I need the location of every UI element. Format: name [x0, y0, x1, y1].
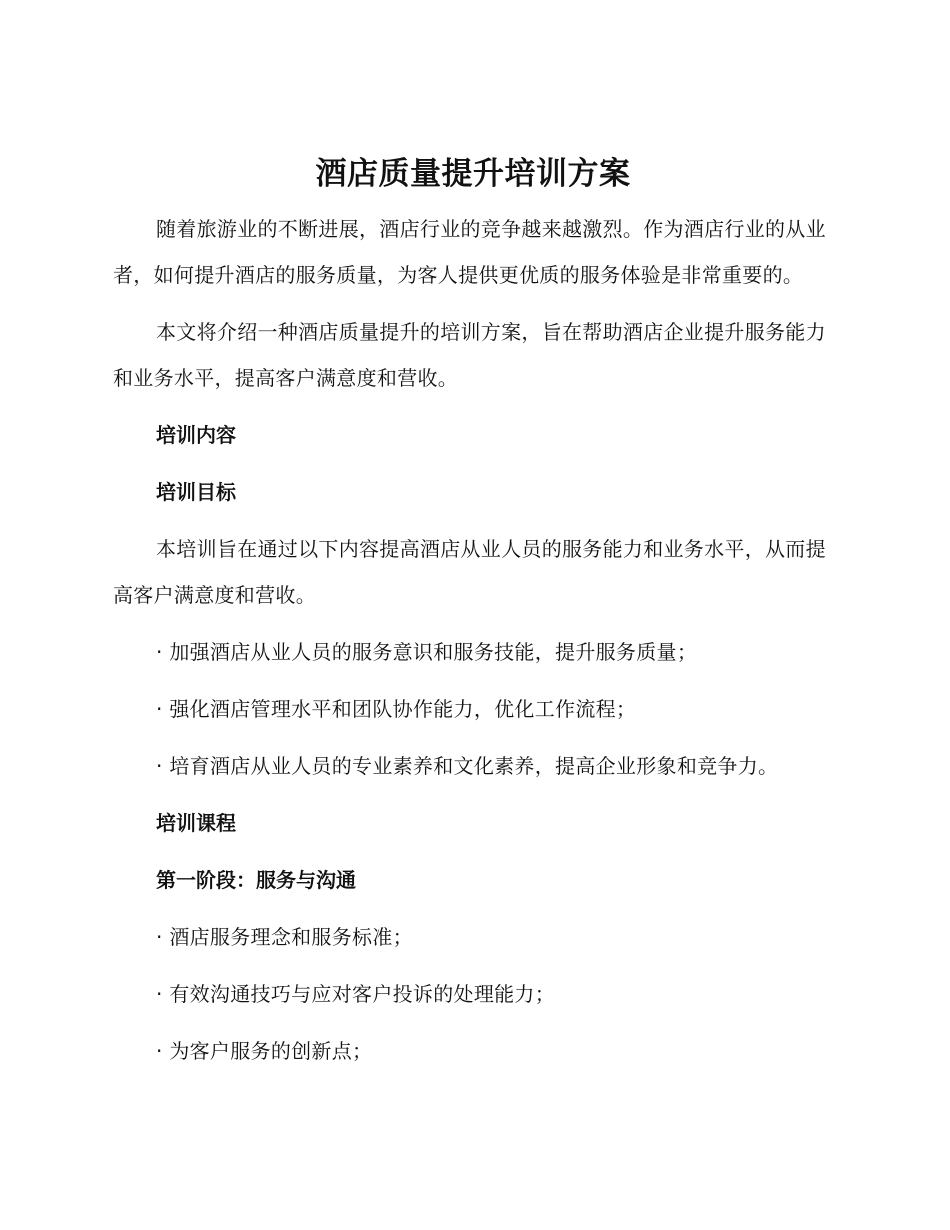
- intro-paragraph: 随着旅游业的不断进展，酒店行业的竞争越来越激烈。作为酒店行业的从业者，如何提升酒店的服务质量，为客人提供更优质的服务体验是非常重要的。: [113, 217, 826, 287]
- list-item: · 加强酒店从业人员的服务意识和服务技能，提升服务质量；: [156, 640, 698, 664]
- document-body: [113, 148, 833, 1085]
- section-heading-stage-one: 第一阶段：服务与沟通: [156, 868, 356, 892]
- section-heading-training-courses: 培训课程: [156, 811, 236, 835]
- list-item: · 培育酒店从业人员的专业素养和文化素养，提高企业形象和竞争力。: [156, 754, 779, 778]
- list-item: · 为客户服务的创新点；: [156, 1039, 373, 1063]
- section-heading-training-goals: 培训目标: [156, 480, 236, 504]
- list-item: · 强化酒店管理水平和团队协作能力，优化工作流程；: [156, 697, 637, 721]
- list-item: · 有效沟通技巧与应对客户投诉的处理能力；: [156, 982, 556, 1006]
- document-title: 酒店质量提升培训方案: [315, 156, 631, 192]
- section-heading-training-content: 培训内容: [156, 423, 236, 447]
- purpose-paragraph: 本文将介绍一种酒店质量提升的培训方案，旨在帮助酒店企业提升服务能力和业务水平，提高客户满意度和营收。: [113, 320, 826, 390]
- goals-paragraph: 本培训旨在通过以下内容提高酒店从业人员的服务能力和业务水平，从而提高客户满意度和营收。: [113, 537, 826, 607]
- list-item: · 酒店服务理念和服务标准；: [156, 925, 413, 949]
